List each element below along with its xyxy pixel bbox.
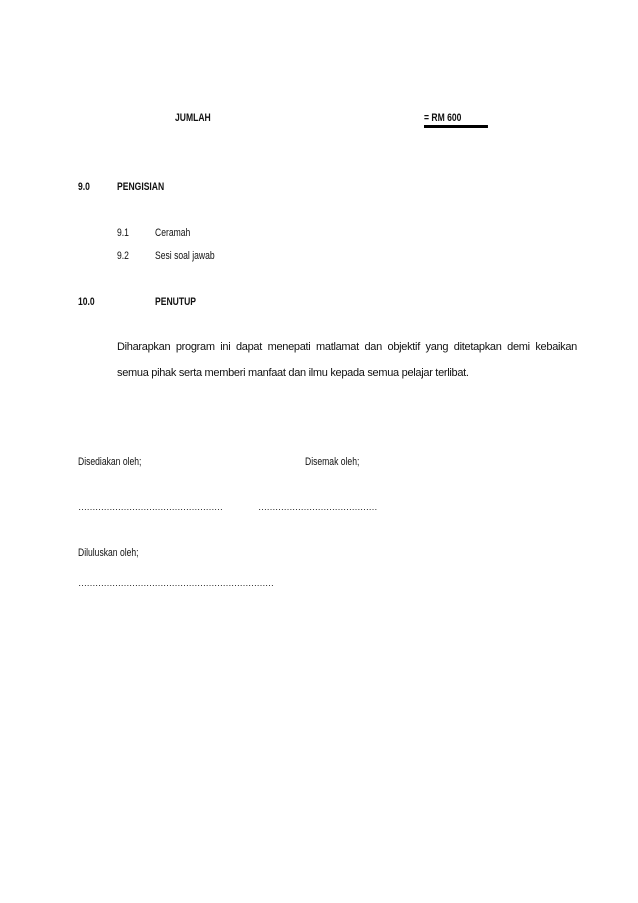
approved-by-label: Diluluskan oleh;	[78, 547, 139, 559]
signature-line-checked: ……………………………………	[258, 502, 377, 512]
item-number: 9.1	[117, 227, 129, 239]
checked-by-label: Disemak oleh;	[305, 456, 360, 468]
total-value: = RM 600	[424, 112, 488, 128]
section-number: 9.0	[78, 181, 90, 193]
signature-line-prepared: ……………………………………………	[78, 502, 223, 512]
section-number: 10.0	[78, 296, 95, 308]
item-text: Ceramah	[155, 227, 191, 239]
section-title: PENUTUP	[155, 296, 196, 308]
section-title: PENGISIAN	[117, 181, 165, 193]
signature-line-approved: ……………………………………………………………	[78, 578, 274, 588]
item-number: 9.2	[117, 250, 129, 262]
total-label: JUMLAH	[175, 112, 211, 124]
prepared-by-label: Disediakan oleh;	[78, 456, 142, 468]
closing-paragraph: Diharapkan program ini dapat menepati matlamat dan objektif yang ditetapkan demi kebaikan semua pihak serta memberi manfaat dan ilmu kepada semua pelajar terlibat.	[117, 341, 577, 379]
item-text: Sesi soal jawab	[155, 250, 215, 262]
